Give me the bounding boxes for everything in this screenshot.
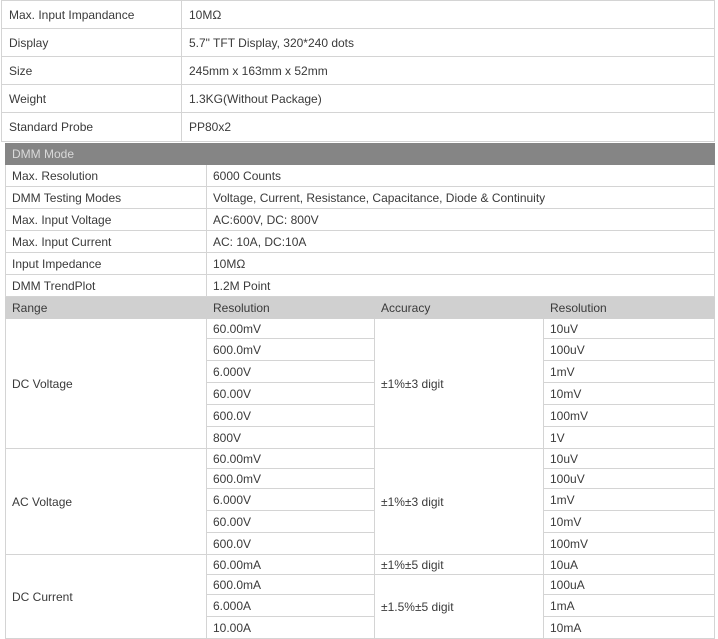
info-label: Max. Input Current xyxy=(6,231,207,253)
resolution-cell: 10uV xyxy=(544,319,715,339)
spec-value: PP80x2 xyxy=(182,113,715,142)
measure-name: DC Current xyxy=(6,555,207,639)
spec-row xyxy=(2,85,715,113)
resolution-cell: 1mV xyxy=(544,361,715,383)
spec-label: Standard Probe xyxy=(2,113,182,142)
info-value: 6000 Counts xyxy=(207,165,715,187)
section-title: DMM Mode xyxy=(6,144,715,165)
dmm-info-row xyxy=(6,165,715,187)
resolution-cell: 100uV xyxy=(544,339,715,361)
spec-row xyxy=(2,1,715,29)
header-accuracy: Accuracy xyxy=(375,297,544,319)
spec-value: 1.3KG(Without Package) xyxy=(182,85,715,113)
range-cell: 60.00mA xyxy=(207,555,375,575)
dmm-spec-table xyxy=(5,143,715,639)
range-cell: 800V xyxy=(207,427,375,449)
column-header-row xyxy=(6,297,715,319)
header-range: Range xyxy=(6,297,207,319)
spec-value: 245mm x 163mm x 52mm xyxy=(182,57,715,85)
accuracy-cell: ±1%±3 digit xyxy=(375,319,544,449)
spec-value: 10MΩ xyxy=(182,1,715,29)
info-value: Voltage, Current, Resistance, Capacitance, Diode & Continuity xyxy=(207,187,715,209)
range-cell: 600.0V xyxy=(207,405,375,427)
table-row xyxy=(6,319,715,339)
header-resolution: Resolution xyxy=(207,297,375,319)
resolution-cell: 100mV xyxy=(544,533,715,555)
resolution-cell: 10uV xyxy=(544,449,715,469)
info-value: 1.2M Point xyxy=(207,275,715,297)
resolution-cell: 10uA xyxy=(544,555,715,575)
accuracy-cell: ±1%±5 digit xyxy=(375,555,544,575)
info-label: Input Impedance xyxy=(6,253,207,275)
range-cell: 600.0mV xyxy=(207,469,375,489)
info-label: DMM TrendPlot xyxy=(6,275,207,297)
info-label: Max. Input Voltage xyxy=(6,209,207,231)
spec-value: 5.7" TFT Display, 320*240 dots xyxy=(182,29,715,57)
dmm-info-row xyxy=(6,231,715,253)
accuracy-cell: ±1.5%±5 digit xyxy=(375,575,544,639)
accuracy-cell: ±1%±3 digit xyxy=(375,449,544,555)
range-cell: 600.0V xyxy=(207,533,375,555)
resolution-cell: 10mV xyxy=(544,383,715,405)
dmm-info-row xyxy=(6,253,715,275)
measure-name: AC Voltage xyxy=(6,449,207,555)
resolution-cell: 10mA xyxy=(544,617,715,639)
info-label: Max. Resolution xyxy=(6,165,207,187)
resolution-cell: 100uA xyxy=(544,575,715,595)
range-cell: 6.000V xyxy=(207,361,375,383)
spec-label: Size xyxy=(2,57,182,85)
resolution-cell: 100mV xyxy=(544,405,715,427)
info-value: AC: 10A, DC:10A xyxy=(207,231,715,253)
resolution-cell: 100uV xyxy=(544,469,715,489)
range-cell: 60.00mV xyxy=(207,319,375,339)
range-cell: 600.0mA xyxy=(207,575,375,595)
general-spec-table xyxy=(1,0,715,142)
resolution-cell: 1mA xyxy=(544,595,715,617)
range-cell: 6.000V xyxy=(207,489,375,511)
range-cell: 600.0mV xyxy=(207,339,375,361)
dmm-info-row xyxy=(6,187,715,209)
resolution-cell: 1mV xyxy=(544,489,715,511)
dmm-info-row xyxy=(6,209,715,231)
range-cell: 10.00A xyxy=(207,617,375,639)
section-header xyxy=(6,144,715,165)
resolution-cell: 10mV xyxy=(544,511,715,533)
spec-row xyxy=(2,113,715,142)
info-value: 10MΩ xyxy=(207,253,715,275)
info-value: AC:600V, DC: 800V xyxy=(207,209,715,231)
header-resolution: Resolution xyxy=(544,297,715,319)
resolution-cell: 1V xyxy=(544,427,715,449)
table-row xyxy=(6,555,715,575)
dmm-info-row xyxy=(6,275,715,297)
measure-name: DC Voltage xyxy=(6,319,207,449)
range-cell: 6.000A xyxy=(207,595,375,617)
spec-row xyxy=(2,29,715,57)
range-cell: 60.00mV xyxy=(207,449,375,469)
range-cell: 60.00V xyxy=(207,511,375,533)
spec-label: Weight xyxy=(2,85,182,113)
info-label: DMM Testing Modes xyxy=(6,187,207,209)
range-cell: 60.00V xyxy=(207,383,375,405)
table-row xyxy=(6,449,715,469)
spec-row xyxy=(2,57,715,85)
spec-label: Max. Input Impandance xyxy=(2,1,182,29)
spec-label: Display xyxy=(2,29,182,57)
